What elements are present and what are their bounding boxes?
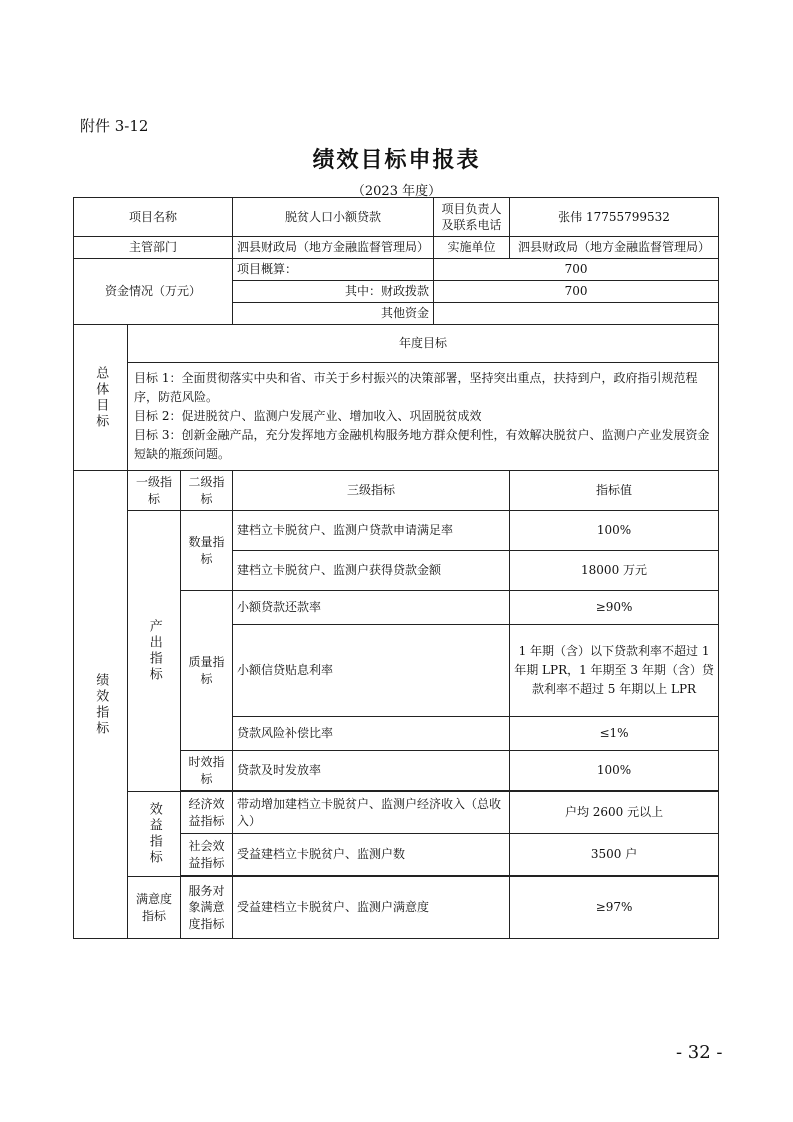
indicator-value: ≥97% bbox=[510, 877, 719, 939]
table-row: 受益建档立卡脱贫户、监测户数 bbox=[233, 834, 510, 876]
table-row: 小额信贷贴息利率 bbox=[233, 625, 510, 717]
table-row: 小额贷款还款率 bbox=[233, 591, 510, 625]
page-title: 绩效目标申报表 bbox=[312, 147, 481, 173]
indicator-value: 户均 2600 元以上 bbox=[510, 792, 719, 834]
table-row: 建档立卡脱贫户、监测户获得贷款金额 bbox=[233, 551, 510, 591]
annual-goals-header: 年度目标 bbox=[128, 325, 719, 363]
table-row: 贷款及时发放率 bbox=[233, 751, 510, 791]
indicator-value: ≥90% bbox=[510, 591, 719, 625]
service-satisfaction-label: 服务对象满意度指标 bbox=[181, 877, 233, 939]
impl-value: 泗县财政局（地方金融监督管理局） bbox=[510, 237, 719, 259]
fiscal-label: 其中：财政拨款 bbox=[233, 281, 434, 303]
table-row: 贷款风险补偿比率 bbox=[233, 717, 510, 751]
indicator-value: 1 年期（含）以下贷款利率不超过 1 年期 LPR，1 年期至 3 年期（含）贷款利率不超过 5 年期以上 LPR bbox=[510, 625, 719, 717]
year-label: （2023 年度） bbox=[351, 184, 442, 199]
project-name-label: 项目名称 bbox=[74, 198, 233, 237]
budget-label: 项目概算： bbox=[233, 259, 434, 281]
indicator-value: ≤1% bbox=[510, 717, 719, 751]
overall-goals-label: 总体目标 bbox=[74, 325, 128, 471]
project-owner-value: 张伟 17755799532 bbox=[510, 198, 719, 237]
indicator-value: 18000 万元 bbox=[510, 551, 719, 591]
page-number: - 32 - bbox=[676, 1042, 723, 1063]
table-row: 受益建档立卡脱贫户、监测户满意度 bbox=[233, 877, 510, 939]
dept-value: 泗县财政局（地方金融监督管理局） bbox=[233, 237, 434, 259]
performance-target-table bbox=[73, 197, 719, 939]
other-funds-label: 其他资金 bbox=[233, 303, 434, 325]
benefit-indicators-label: 效益指标 bbox=[128, 792, 181, 877]
other-funds-value bbox=[434, 303, 719, 325]
project-name-value: 脱贫人口小额贷款 bbox=[233, 198, 434, 237]
indicator-value: 100% bbox=[510, 751, 719, 791]
indicator-value: 3500 户 bbox=[510, 834, 719, 876]
impl-label: 实施单位 bbox=[434, 237, 510, 259]
table-row: 建档立卡脱贫户、监测户贷款申请满足率 bbox=[233, 511, 510, 551]
economic-benefit-label: 经济效益指标 bbox=[181, 792, 233, 834]
col-level1-header: 一级指标 bbox=[128, 471, 181, 511]
social-benefit-label: 社会效益指标 bbox=[181, 834, 233, 876]
output-indicators-label: 产出指标 bbox=[128, 511, 181, 792]
indicator-value: 100% bbox=[510, 511, 719, 551]
quality-indicators-label: 质量指标 bbox=[181, 591, 233, 751]
performance-indicators-label: 绩效指标 bbox=[74, 471, 128, 939]
project-owner-label: 项目负责人及联系电话 bbox=[434, 198, 510, 237]
attachment-label: 附件 3-12 bbox=[80, 117, 149, 135]
col-value-header: 指标值 bbox=[510, 471, 719, 511]
timely-indicators-label: 时效指标 bbox=[181, 751, 233, 791]
goal-2: 目标 2：促进脱贫户、监测户发展产业、增加收入、巩固脱贫成效 bbox=[134, 408, 482, 423]
annual-goals-text bbox=[128, 363, 719, 471]
col-level3-header: 三级指标 bbox=[233, 471, 510, 511]
quantity-indicators-label: 数量指标 bbox=[181, 511, 233, 591]
dept-label: 主管部门 bbox=[74, 237, 233, 259]
budget-value: 700 bbox=[434, 259, 719, 281]
funds-label: 资金情况（万元） bbox=[74, 259, 233, 325]
satisfaction-indicators-label: 满意度指标 bbox=[128, 877, 181, 939]
goal-1: 目标 1：全面贯彻落实中央和省、市关于乡村振兴的决策部署，坚持突出重点，扶持到户，政府指引规范程序，防范风险。 bbox=[134, 370, 698, 404]
goal-3: 目标 3：创新金融产品，充分发挥地方金融机构服务地方群众便利性，有效解决脱贫户、监测户产业发展资金短缺的瓶颈问题。 bbox=[134, 428, 710, 462]
col-level2-header: 二级指标 bbox=[181, 471, 233, 511]
fiscal-value: 700 bbox=[434, 281, 719, 303]
table-row: 带动增加建档立卡脱贫户、监测户经济收入（总收入） bbox=[233, 792, 510, 834]
